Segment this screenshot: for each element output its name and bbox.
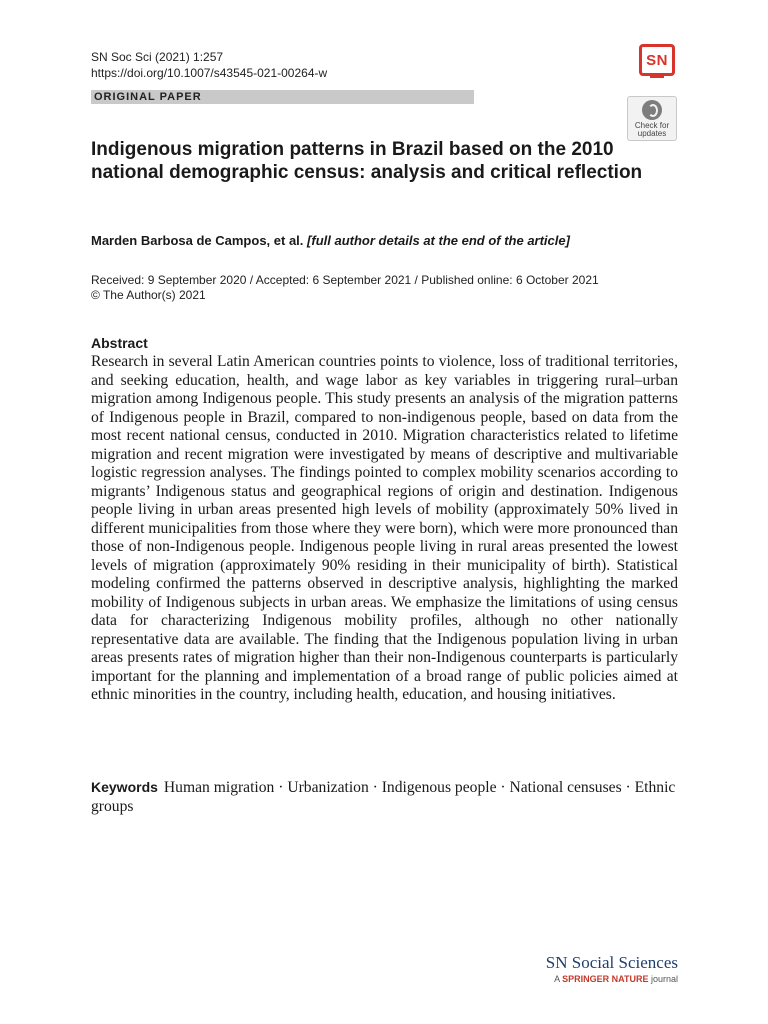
publication-history bbox=[91, 273, 599, 303]
refresh-icon bbox=[642, 100, 662, 120]
journal-name: SN Social Sciences bbox=[545, 953, 678, 972]
citation: SN Soc Sci (2021) 1:257 bbox=[91, 50, 224, 64]
publication-dates: Received: 9 September 2020 / Accepted: 6 September 2021 / Published online: 6 October 2021 bbox=[91, 273, 599, 287]
journal-reference bbox=[91, 49, 327, 81]
abstract-body: Research in several Latin American countries points to violence, loss of traditional territories, and seeking education, health, and wage labor as key variables in triggering rural–urban migration among Indigenous people. This study presents an analysis of the migration patterns of Indigenous people in Brazil, compared to non-indigenous people, based on data from the most recent national census, conducted in 2010. Migration characteristics related to lifetime migration and recent migration were investigated by means of descriptive and multivariable logistic regression analyses. The findings pointed to complex mobility scenarios according to migrants’ Indigenous status and geographical regions of origin and destination. Indigenous people living in urban areas presented high levels of mobility (approximately 50% lived in different municipalities from those where they were born), which were more pronounced than those of non-Indigenous people. Indigenous people living in rural areas presented the lowest levels of migration (approximately 90% residing in their municipality of birth). Statistical modeling confirmed the patterns observed in descriptive analysis, highlighting the marked mobility of Indigenous subjects in urban areas. We emphasize the limitations of using census data for characterizing Indigenous mobility profiles, although no other nationally representative data are available. The finding that the Indigenous population living in urban areas presents rates of migration higher than their non-Indigenous counterparts is particularly important for the planning and implementation of a broad range of public policies aimed at ethnic minorities in the country, including health, education, and housing initiatives. bbox=[91, 353, 678, 703]
check-for-updates-badge[interactable] bbox=[627, 96, 677, 141]
abstract-heading: Abstract bbox=[91, 335, 148, 351]
doi-link[interactable]: https://doi.org/10.1007/s43545-021-00264-w bbox=[91, 66, 328, 80]
author-names: Marden Barbosa de Campos, et al. bbox=[91, 233, 304, 248]
author-line bbox=[91, 232, 711, 250]
check-updates-label: Check for updates bbox=[634, 121, 670, 138]
copyright-notice: © The Author(s) 2021 bbox=[91, 288, 206, 302]
publisher-suffix: journal bbox=[650, 974, 678, 984]
sn-logo-text: SN bbox=[646, 51, 668, 69]
springer-nature-logo-text: SPRINGER NATURE bbox=[562, 974, 649, 984]
journal-branding bbox=[524, 953, 678, 985]
keywords-label: Keywords bbox=[91, 779, 158, 795]
keywords-section bbox=[91, 778, 678, 816]
article-title: Indigenous migration patterns in Brazil based on the 2010 national demographic census: analysis and critical reflection bbox=[91, 139, 643, 183]
paper-type-label: ORIGINAL PAPER bbox=[91, 90, 474, 104]
publisher-prefix: A bbox=[554, 974, 560, 984]
author-details-note[interactable]: [full author details at the end of the article] bbox=[307, 233, 570, 248]
sn-journal-logo bbox=[639, 44, 675, 76]
publisher-line bbox=[524, 973, 678, 985]
keywords-list: Human migration · Urbanization · Indigenous people · National censuses · Ethnic groups bbox=[91, 779, 676, 815]
